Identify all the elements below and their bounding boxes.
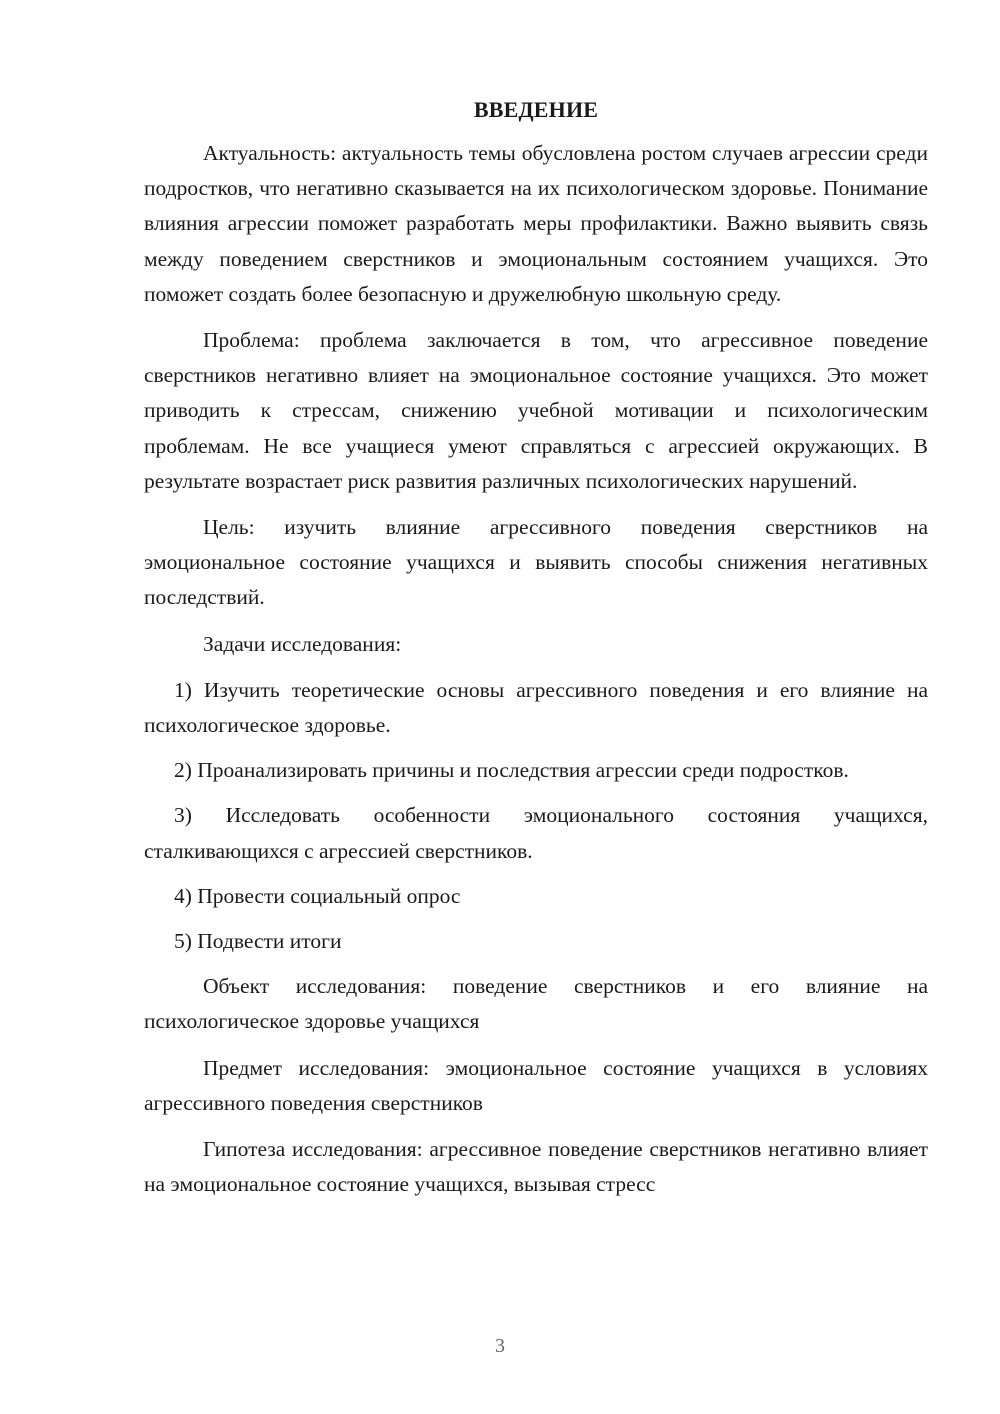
object-paragraph: Объект исследования: поведение сверстников и его влияние на психологическое здоровье учащихся — [144, 974, 928, 1034]
hypothesis-paragraph: Гипотеза исследования: агрессивное поведение сверстников негативно влияет на эмоциональное состояние учащихся, вызывая стресс — [144, 1137, 928, 1197]
problem-paragraph: Проблема: проблема заключается в том, что агрессивное поведение сверстников негативно влияет на эмоциональное состояние учащихся. Это может приводить к стрессам, снижению учебной мотивации и психологическим проблемам. Не все учащиеся умеют справляться с агрессией окружающих. В результате возрастает риск развития различных психологических нарушений. — [144, 328, 928, 493]
section-title: ВВЕДЕНИЕ — [473, 97, 599, 122]
relevance-paragraph: Актуальность: актуальность темы обусловлена ростом случаев агрессии среди подростков, что негативно сказывается на их психологическом здоровье. Понимание влияния агрессии поможет разработать меры профилактики. Важно выявить связь между поведением сверстников и эмоциональным состоянием учащихся. Это поможет создать более безопасную и дружелюбную школьную среду. — [144, 141, 928, 306]
tasks-heading: Задачи исследования: — [203, 631, 402, 656]
page-number: 3 — [495, 1335, 505, 1357]
tasks-list — [144, 673, 928, 959]
task-item-1: 1) Изучить теоретические основы агрессивного поведения и его влияние на психологическое здоровье. — [144, 677, 928, 738]
goal-paragraph: Цель: изучить влияние агрессивного поведения сверстников на эмоциональное состояние учащихся и выявить способы снижения негативных последствий. — [144, 515, 928, 610]
subject-paragraph: Предмет исследования: эмоциональное состояние учащихся в условиях агрессивного поведения сверстников — [144, 1055, 928, 1115]
task-item-2: 2) Проанализировать причины и последствия агрессии среди подростков. — [174, 758, 849, 783]
task-item-4: 4) Провести социальный опрос — [174, 883, 461, 908]
task-item-5: 5) Подвести итоги — [174, 929, 342, 954]
document-page — [144, 94, 928, 1213]
task-item-3: 3) Исследовать особенности эмоционального состояния учащихся, сталкивающихся с агрессией сверстников. — [144, 803, 928, 863]
